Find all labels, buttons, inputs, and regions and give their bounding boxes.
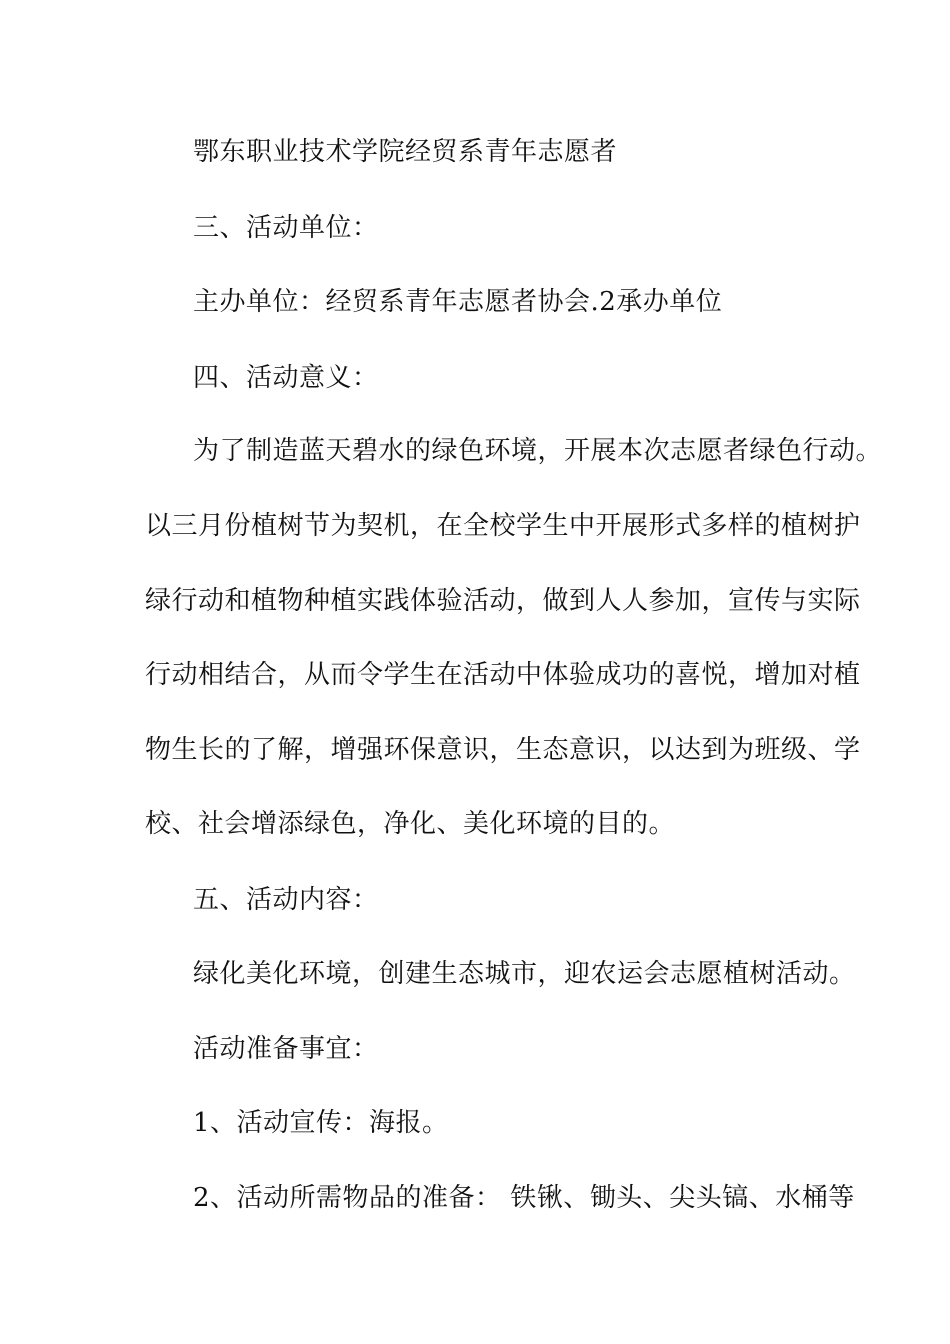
paragraph-line: 为了制造蓝天碧水的绿色环境，开展本次志愿者绿色行动。 [193,436,883,466]
paragraph-line: 校、社会增添绿色，净化、美化环境的目的。 [145,809,676,839]
activity-content-line: 绿化美化环境，创建生态城市，迎农运会志愿植树活动。 [193,959,856,989]
preparation-item-2: 2、活动所需物品的准备： 铁锹、锄头、尖头镐、水桶等 [193,1183,855,1213]
preparation-item-1: 1、活动宣传：海报。 [193,1108,449,1138]
paragraph-line: 以三月份植树节为契机，在全校学生中开展形式多样的植树护 [145,511,861,541]
paragraph-line: 行动相结合，从而令学生在活动中体验成功的喜悦，增加对植 [145,660,861,690]
volunteer-org-line: 鄂东职业技术学院经贸系青年志愿者 [193,137,618,167]
section-heading-significance: 四、活动意义： [193,363,379,393]
paragraph-line: 绿行动和植物种植实践体验活动，做到人人参加，宣传与实际 [145,586,861,616]
organizer-line: 主办单位：经贸系青年志愿者协会.2承办单位 [193,287,723,317]
section-heading-units: 三、活动单位： [193,213,379,243]
paragraph-line: 物生长的了解，增强环保意识，生态意识，以达到为班级、学 [145,735,861,765]
preparation-heading: 活动准备事宜： [193,1034,379,1064]
section-heading-content: 五、活动内容： [193,885,379,915]
